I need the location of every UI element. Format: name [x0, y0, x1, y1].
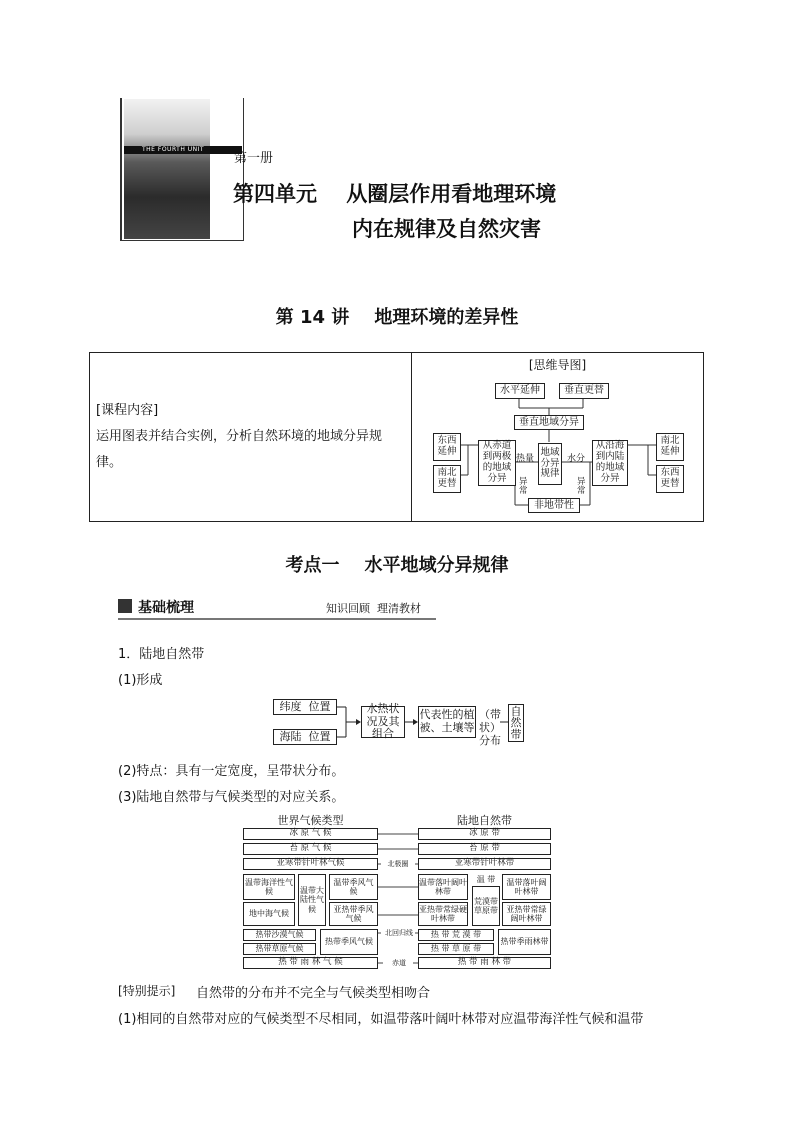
marine-climate: 温带海洋性气候 [243, 874, 295, 900]
desert-grass-zone: 荒漠带 草原带 [472, 886, 500, 926]
climate-right-title: 陆地自然带 [457, 814, 512, 827]
mm-heat: 热量 [516, 454, 535, 464]
tip-text: 自然带的分布并不完全与气候类型相吻合 [196, 986, 431, 1001]
mm-east-west-rep: 东西更替 [656, 465, 684, 493]
volume-label: 第一册 [234, 151, 274, 166]
banner-rule [118, 618, 436, 620]
equator-label: 赤道 [392, 959, 406, 967]
tropical-grass-zone: 热 带 草 原 带 [418, 943, 494, 955]
tropical-desert-zone: 热 带 荒 漠 带 [418, 929, 494, 941]
mindmap-label: [思维导图] [528, 358, 587, 372]
flow-landsea: 海陆 位置 [273, 729, 337, 745]
flow-nature-zone: 自然带 [508, 704, 524, 742]
mm-diff-left: 异常 [519, 477, 528, 496]
subtropical-evergreen-zone: 亚热带常绿阔叶林带 [502, 902, 551, 926]
item-1: 1．陆地自然带 [118, 647, 205, 662]
tundra-climate: 苔 原 气 候 [243, 843, 378, 855]
savanna-climate: 热带草原气候 [243, 943, 316, 955]
mm-north-south: 南北更替 [433, 465, 461, 493]
tundra-zone: 苔 原 带 [418, 843, 551, 855]
mm-coast-diff: 从沿海到内陆的地域分异 [592, 440, 628, 486]
tip-label: [特别提示] [118, 984, 176, 998]
unit-title-line2: 内在规律及自然灾害 [352, 217, 541, 241]
deciduous-zone-a: 温带落叶阔叶林带 [418, 874, 468, 900]
ice-climate: 冰 原 气 候 [243, 828, 378, 840]
mm-vertical-diff: 垂直地域分异 [514, 415, 584, 430]
banner-subtitle: 知识回顾 理清教材 [326, 602, 421, 615]
evergreen-hard-zone: 亚热带常绿硬叶林带 [418, 902, 468, 926]
flow-latitude: 纬度 位置 [273, 699, 337, 715]
subarctic-climate: 亚寒带针叶林气候 [243, 858, 378, 870]
banner-title: 基础梳理 [138, 600, 194, 616]
tip-item-1: (1)相同的自然带对应的气候类型不尽相同，如温带落叶阔叶林带对应温带海洋性气候和温带 [118, 1012, 644, 1027]
subtropical-monsoon-climate: 亚热带季风气候 [329, 902, 378, 926]
item-1-1: (1)形成 [118, 673, 163, 688]
mm-rule: 地域分异规律 [538, 443, 562, 485]
mm-water: 水分 [567, 454, 586, 464]
flow-band: （带状）分布 [479, 708, 501, 748]
lecture-title: 第 14 讲 地理环境的差异性 [275, 307, 519, 328]
mm-horizontal: 水平延伸 [495, 383, 545, 399]
mm-diff-right: 异常 [577, 477, 586, 496]
unit-band: THE FOURTH UNIT [124, 146, 242, 154]
continental-climate: 温带大陆性气候 [298, 874, 326, 926]
tropic-line-label: 北回归线 [385, 929, 413, 937]
flow-vegetation: 代表性的植被、土壤等 [418, 706, 476, 738]
climate-left-title: 世界气候类型 [277, 814, 344, 827]
climate-zone-connectors [378, 825, 418, 973]
course-content-text: 运用图表并结合实例，分析自然环境的地域分异规律。 [96, 429, 383, 470]
tropical-monsoon-climate: 热带季风气候 [320, 929, 378, 955]
temperate-zone-label: 温 带 [476, 875, 496, 884]
mm-lat-diff: 从赤道到两极的地域分异 [478, 440, 516, 486]
mm-non-zonal: 非地带性 [528, 498, 580, 513]
item-1-3: (3)陆地自然带与气候类型的对应关系。 [118, 790, 345, 805]
taiga-zone: 亚寒带针叶林带 [418, 858, 551, 870]
banner-square-icon [118, 599, 132, 613]
arctic-circle-label: 北极圈 [387, 860, 409, 868]
ice-zone: 冰 原 带 [418, 828, 551, 840]
deciduous-zone-b: 温带落叶阔叶林带 [502, 874, 551, 900]
section-title: 考点一 水平地域分异规律 [285, 555, 509, 576]
rainforest-climate: 热 带 雨 林 气 候 [243, 957, 378, 969]
monsoon-climate: 温带季风气候 [329, 874, 378, 900]
rainforest-zone: 热 带 雨 林 带 [418, 957, 551, 969]
mm-vertical-ext: 垂直更替 [559, 383, 609, 399]
mm-east-west: 东西延伸 [433, 433, 461, 461]
flow-hydro: 水热状况及其组合 [361, 706, 405, 738]
tropical-desert-climate: 热带沙漠气候 [243, 929, 316, 941]
item-1-2: (2)特点：具有一定宽度，呈带状分布。 [118, 764, 345, 779]
mm-south-north-ext: 南北延伸 [656, 433, 684, 461]
unit-title-line1: 第四单元 从圈层作用看地理环境 [233, 182, 557, 206]
course-content-label: [课程内容] [96, 403, 159, 418]
monsoon-forest-zone: 热带季雨林带 [498, 929, 551, 955]
cover-photo [124, 99, 210, 239]
mediterranean-climate: 地中海气候 [243, 902, 295, 926]
